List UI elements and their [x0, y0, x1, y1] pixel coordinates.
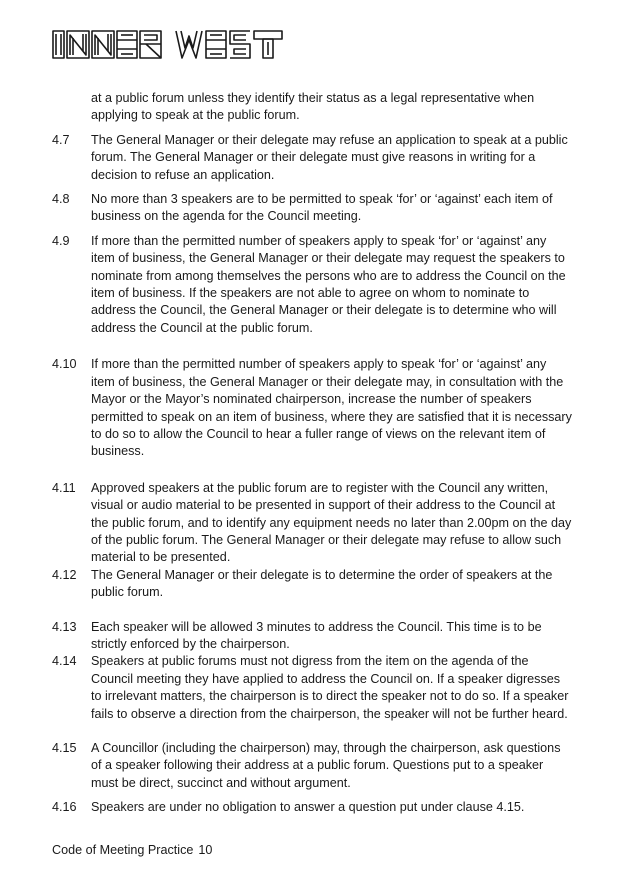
document-title: Code of Meeting Practice — [52, 843, 194, 857]
clause-number: 4.7 — [52, 132, 70, 147]
clause-number: 4.15 — [52, 741, 77, 755]
clause-4-16 — [52, 799, 572, 816]
clause-4-15 — [52, 740, 572, 792]
clause-number: 4.14 — [52, 654, 77, 669]
clause-text: A Councillor (including the chairperson) may, through the chairperson, ask questions of a speaker following their address at a public forum. Questions put to a speaker must be direct, succinct and without argument. — [91, 741, 561, 790]
clause-text: If more than the permitted number of speakers apply to speak ‘for’ or ‘against’ any item of business, the General Manager or their delegate may, in consultation with the Mayor or the Mayor’s nominated chairperson, increase the number of speakers permitted to speak on an item of business, where they are satisfied that it is necessary to do so to allow the Council to hear a fuller range of views on the relevant item of business. — [91, 357, 572, 459]
clause-number: 4.10 — [52, 357, 77, 372]
clause-number: 4.12 — [52, 567, 77, 582]
clause-4-13 — [52, 619, 572, 654]
clause-4-14 — [52, 653, 572, 723]
page-number: 10 — [198, 843, 213, 857]
clause-number: 4.11 — [52, 480, 76, 495]
clause-text: The General Manager or their delegate is to determine the order of speakers at the public forum. — [91, 567, 553, 600]
clause-number: 4.9 — [52, 233, 70, 248]
continuation-paragraph: at a public forum unless they identify their status as a legal representative when applying to speak at the public forum. — [91, 91, 535, 123]
clause-text: No more than 3 speakers are to be permitted to speak ‘for’ or ‘against’ each item of business on the agenda for the Council meeting. — [91, 192, 553, 224]
clause-text: Speakers are under no obligation to answer a question put under clause 4.15. — [91, 800, 525, 815]
clause-4-11 — [52, 480, 572, 567]
page-footer — [52, 842, 212, 859]
clause-text: Each speaker will be allowed 3 minutes to address the Council. This time is to be strictly enforced by the chairperson. — [91, 619, 542, 651]
clause-number: 4.13 — [52, 619, 77, 634]
document-body — [52, 90, 572, 817]
clause-text: If more than the permitted number of speakers apply to speak ‘for’ or ‘against’ any item of business, the General Manager or their delegate may request the speakers to nominate from among themselves the persons who are to address the Council on the item of business. If the speakers are not able to agree on whom to nominate to address the Council, the General Manager or their delegate is to determine who will address the Council at the public forum. — [91, 233, 566, 335]
clause-4-8 — [52, 191, 572, 226]
clause-number: 4.8 — [52, 192, 70, 207]
clause-text: Approved speakers at the public forum are to register with the Council any written, visual or audio material to be presented in support of their address to the Council at the public forum, and to identify any equipment needs no later than 2.00pm on the day of the public forum. The General Manager or their delegate may refuse to allow such material to be presented. — [91, 480, 572, 565]
clause-text: The General Manager or their delegate may refuse an application to speak at a public forum. The General Manager or their delegate must give reasons in writing for a decision to refuse an application. — [91, 132, 568, 182]
inner-west-logo — [52, 28, 290, 62]
clause-4-7 — [52, 132, 572, 184]
clause-4-10 — [52, 356, 572, 460]
clause-4-12 — [52, 567, 572, 602]
clause-number: 4.16 — [52, 800, 77, 815]
clause-text: Speakers at public forums must not digress from the item on the agenda of the Council meeting they have applied to address the Council on. If a speaker digresses to irrelevant matters, the chairperson is to direct the speaker not to do so. If a speaker fails to observe a direction from the chairperson, the speaker will not be further heard. — [91, 654, 569, 721]
clause-4-9 — [52, 233, 572, 337]
